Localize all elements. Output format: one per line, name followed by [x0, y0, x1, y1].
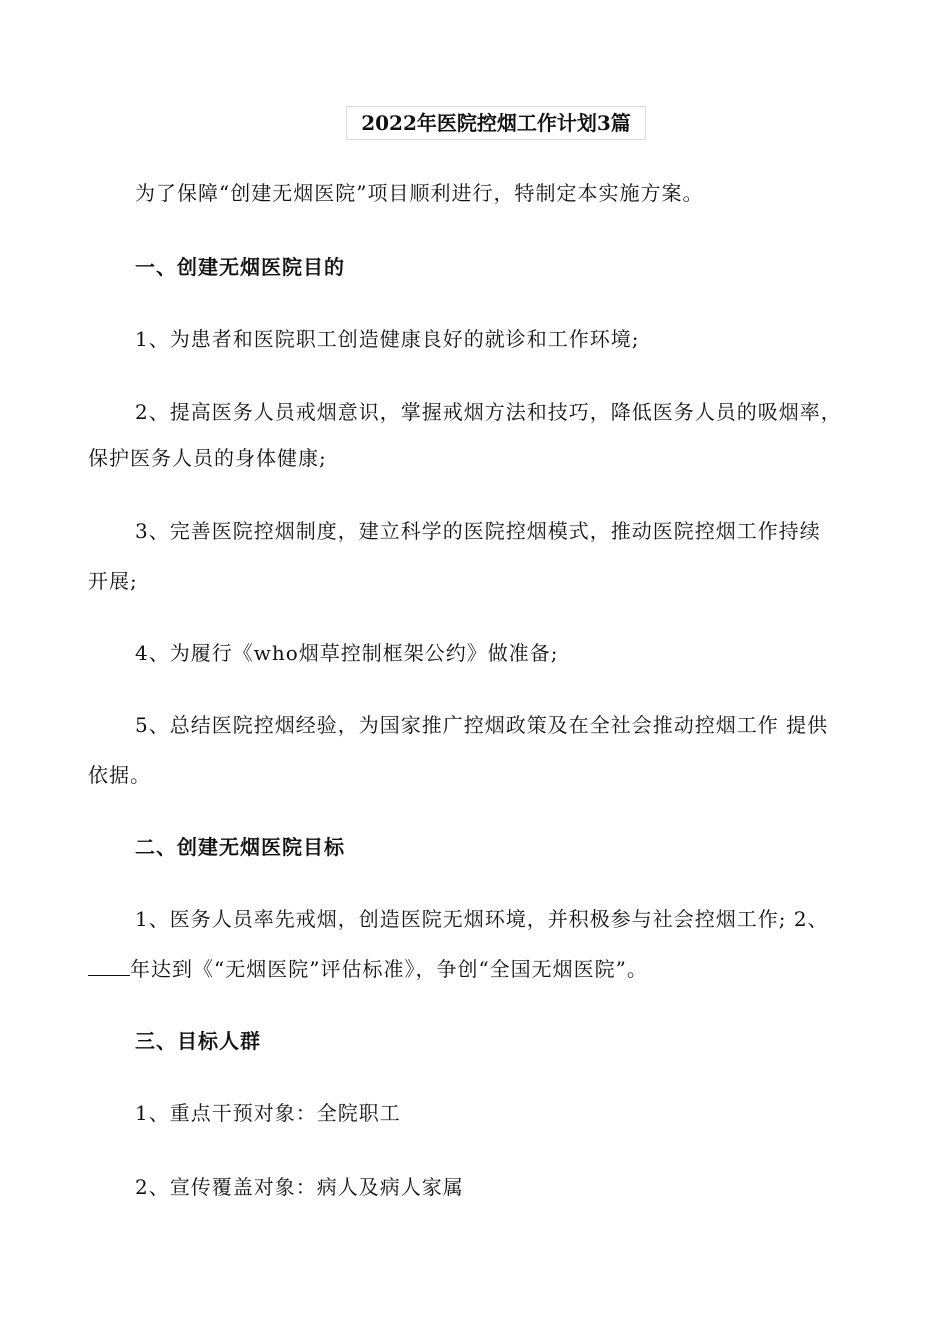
section-heading-goals: 二、创建无烟医院目标 [135, 835, 345, 859]
section-heading-purpose: 一、创建无烟医院目的 [135, 255, 345, 279]
intro-paragraph: 为了保障“创建无烟医院”项目顺利进行，特制定本实施方案。 [135, 181, 704, 205]
purpose-item-5-line-1: 5、总结医院控烟经验，为国家推广控烟政策及在全社会推动控烟工作 提供 [135, 713, 829, 737]
purpose-item-4: 4、为履行《who烟草控制框架公约》做准备; [135, 641, 559, 665]
purpose-item-3-line-1: 3、完善医院控烟制度，建立科学的医院控烟模式，推动医院控烟工作持续 [135, 519, 821, 543]
purpose-item-2-line-1: 2、提高医务人员戒烟意识，掌握戒烟方法和技巧，降低医务人员的吸烟率， [135, 400, 842, 424]
goals-item-1: 1、医务人员率先戒烟，创造医院无烟环境，并积极参与社会控烟工作; 2、 [135, 907, 829, 931]
purpose-item-3-line-2: 开展; [88, 569, 138, 593]
document-title: 2022年医院控烟工作计划3篇 [361, 111, 631, 135]
goals-item-2-text: 年达到《“无烟医院”评估标准》，争创“全国无烟医院”。 [130, 957, 648, 981]
goals-item-2-line [88, 954, 878, 984]
purpose-item-5-line-2: 依据。 [88, 763, 151, 787]
purpose-item-2-line-2: 保护医务人员的身体健康; [88, 446, 327, 470]
target-item-1: 1、重点干预对象：全院职工 [135, 1101, 401, 1125]
section-heading-target-groups: 三、目标人群 [135, 1029, 261, 1053]
fill-in-blank [88, 957, 130, 976]
target-item-2: 2、宣传覆盖对象：病人及病人家属 [135, 1175, 464, 1199]
purpose-item-1: 1、为患者和医院职工创造健康良好的就诊和工作环境; [135, 327, 640, 351]
